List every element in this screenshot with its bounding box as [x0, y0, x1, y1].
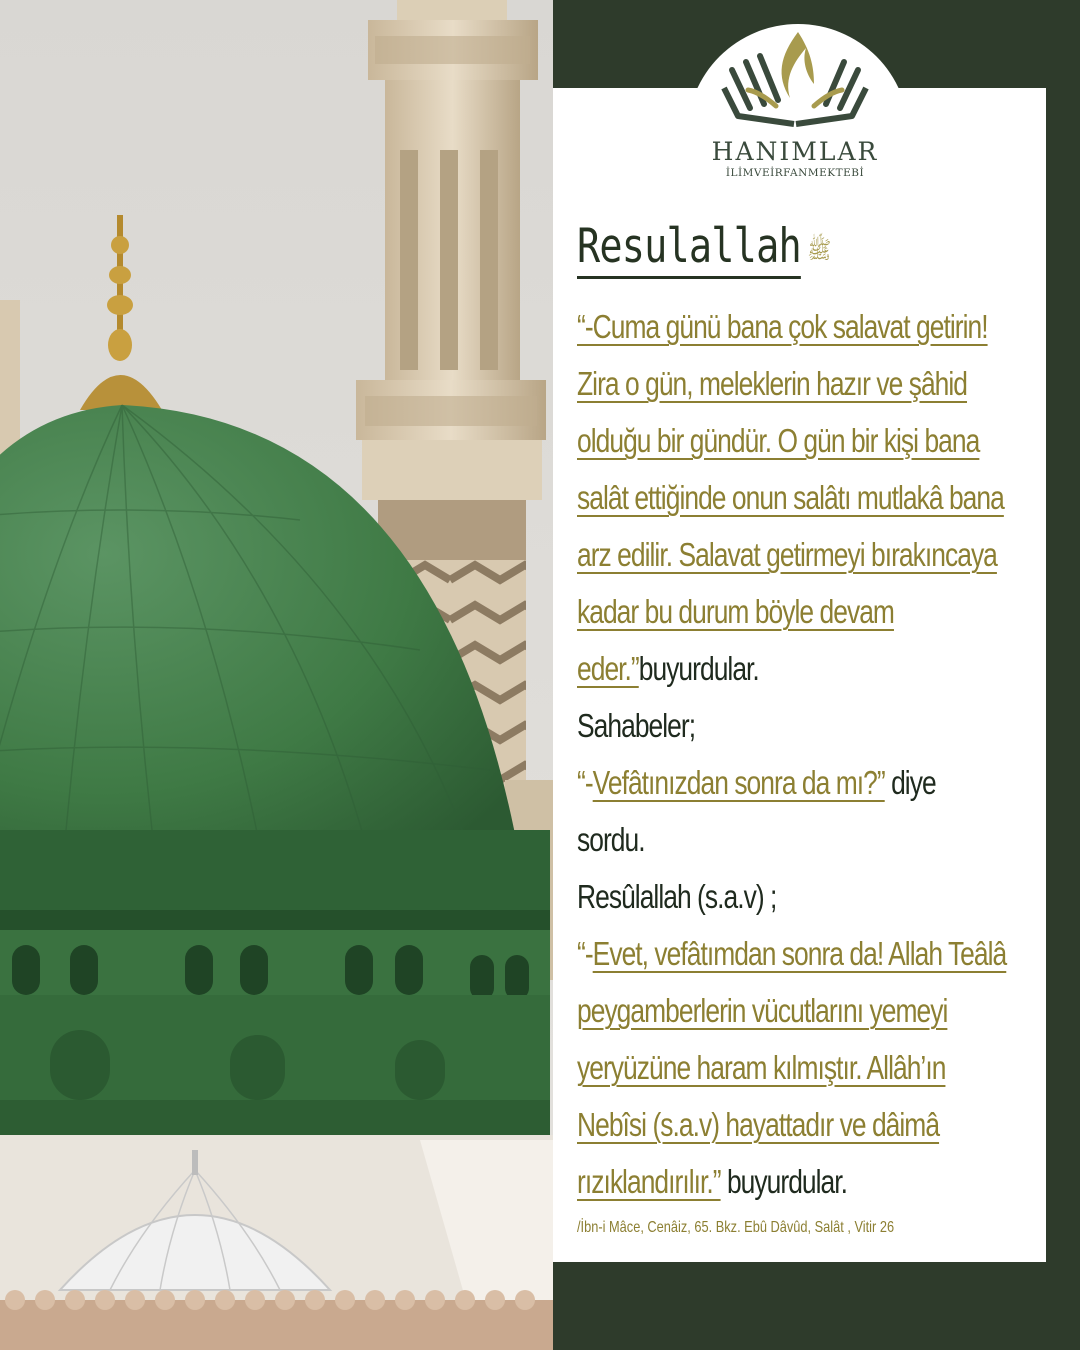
open-book-flame-logo-icon [710, 26, 880, 136]
honorific-glyph: ﷺ [807, 236, 832, 264]
brand-logo [700, 26, 890, 186]
page-title [577, 212, 831, 282]
title-text: Resulallah [577, 219, 801, 279]
quote1-attribution: buyurdular. [638, 650, 759, 687]
quote-friday-salawat: “-Cuma günü bana çok salavat getirin! Zira o gün, meleklerin hazır ve şâhid olduğu bir gündür. O gün bir kişi bana salât ettiğinde onun salâtı mutlakâ bana arz edilir. Salavat getirmeyi bırakıncaya kadar bu durum böyle devam eder.” [577, 308, 1004, 687]
prophet-intro: Resûlallah (s.a.v) ; [577, 878, 777, 915]
quote2-attribution: diye sordu. [577, 764, 936, 858]
quote3-mark: “- [577, 935, 593, 972]
quote2-mark: “- [577, 764, 593, 801]
quote3-attribution: buyurdular. [720, 1163, 848, 1200]
source-citation: /İbn-i Mâce, Cenâiz, 65. Bkz. Ebû Dâvûd, Salât , Vitir 26 [577, 1219, 895, 1236]
quote-prophet-answer: Evet, vefâtımdan sonra da! Allah Teâlâ peygamberlerin vücutlarını yemeyi yeryüzüne haram kılmıştır. Allâh’ın Nebîsi (s.a.v) hayattadır ve dâimâ rızıklandırılır.” [577, 935, 1007, 1200]
companions-intro: Sahabeler; [577, 707, 696, 744]
brand-name: HANIMLAR [711, 137, 879, 166]
brand-tagline: İLİMVEİRFANMEKTEBİ [725, 167, 865, 179]
quote-after-death-question: Vefâtınızdan sonra da mı?” [592, 764, 885, 801]
hadith-text [577, 298, 1009, 1210]
